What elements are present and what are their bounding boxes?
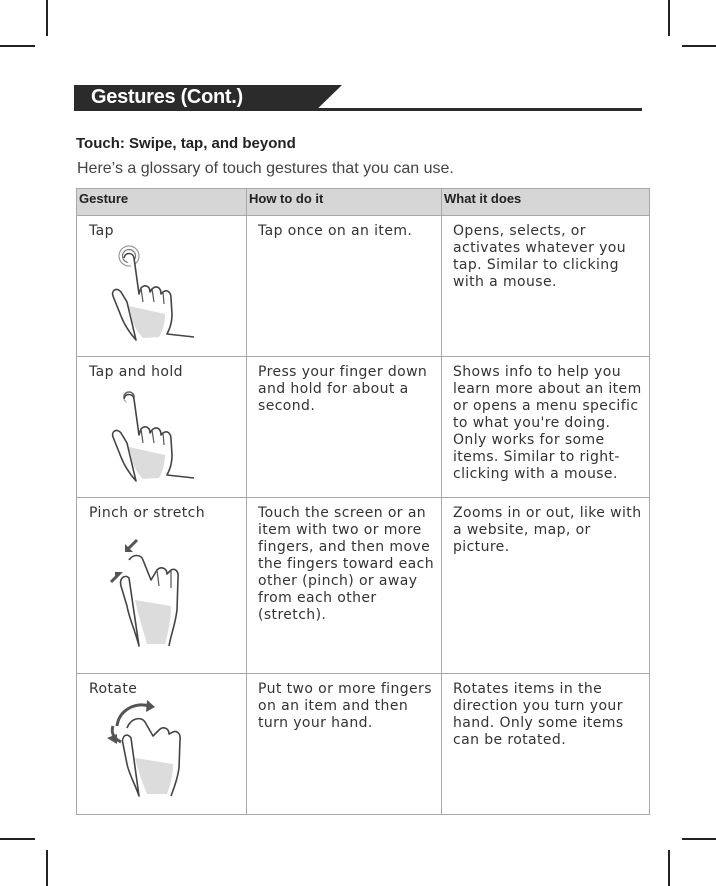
what-cell [442,357,650,498]
column-header-what: What it does [442,189,650,216]
how-cell [247,674,442,815]
gesture-cell [77,498,247,674]
what-text: Shows info to help you learn more about an item or opens a menu specific to what you're doing. Only works for some items. Similar to right-clicking with a mouse. [453,364,642,482]
column-header-how: How to do it [247,189,442,216]
column-header-gesture: Gesture [77,189,247,216]
how-text: Touch the screen or an item with two or more fingers, and then move the fingers toward each other (pinch) or away from each other (stretch). [258,505,435,623]
table-row [77,216,650,357]
banner-title: Gestures (Cont.) [91,86,243,108]
gesture-name: Pinch or stretch [89,505,205,521]
crop-mark [682,45,716,47]
pinch-hand-icon [99,530,209,660]
how-cell [247,357,442,498]
crop-mark [682,838,716,840]
table-row [77,498,650,674]
crop-mark [46,0,48,36]
what-text: Rotates items in the direction you turn your hand. Only some items can be rotated. [453,681,624,748]
tap-hand-icon [99,244,209,344]
how-cell [247,498,442,674]
gesture-name: Tap and hold [89,364,183,380]
what-cell [442,498,650,674]
table-header-row [77,189,650,216]
crop-mark [0,838,35,840]
header-banner [74,85,642,111]
crop-mark [0,45,35,47]
intro-text: Here’s a glossary of touch gestures that you can use. [77,160,454,177]
tap-and-hold-hand-icon [99,385,209,485]
what-text: Opens, selects, or activates whatever you tap. Similar to clicking with a mouse. [453,223,626,290]
gesture-table [76,188,650,815]
how-text: Put two or more fingers on an item and then turn your hand. [258,681,432,731]
rotate-hand-icon [99,698,209,798]
crop-mark [668,0,670,36]
how-text: Tap once on an item. [258,223,413,239]
gesture-cell [77,357,247,498]
table-row [77,357,650,498]
how-cell [247,216,442,357]
section-title: Touch: Swipe, tap, and beyond [76,135,296,152]
how-text: Press your finger down and hold for about a second. [258,364,428,414]
gesture-cell [77,216,247,357]
what-cell [442,674,650,815]
what-cell [442,216,650,357]
crop-mark [668,850,670,886]
gesture-cell [77,674,247,815]
table-row [77,674,650,815]
gesture-name: Rotate [89,681,138,697]
crop-mark [46,850,48,886]
gesture-name: Tap [89,223,114,239]
what-text: Zooms in or out, like with a website, map, or picture. [453,505,642,555]
